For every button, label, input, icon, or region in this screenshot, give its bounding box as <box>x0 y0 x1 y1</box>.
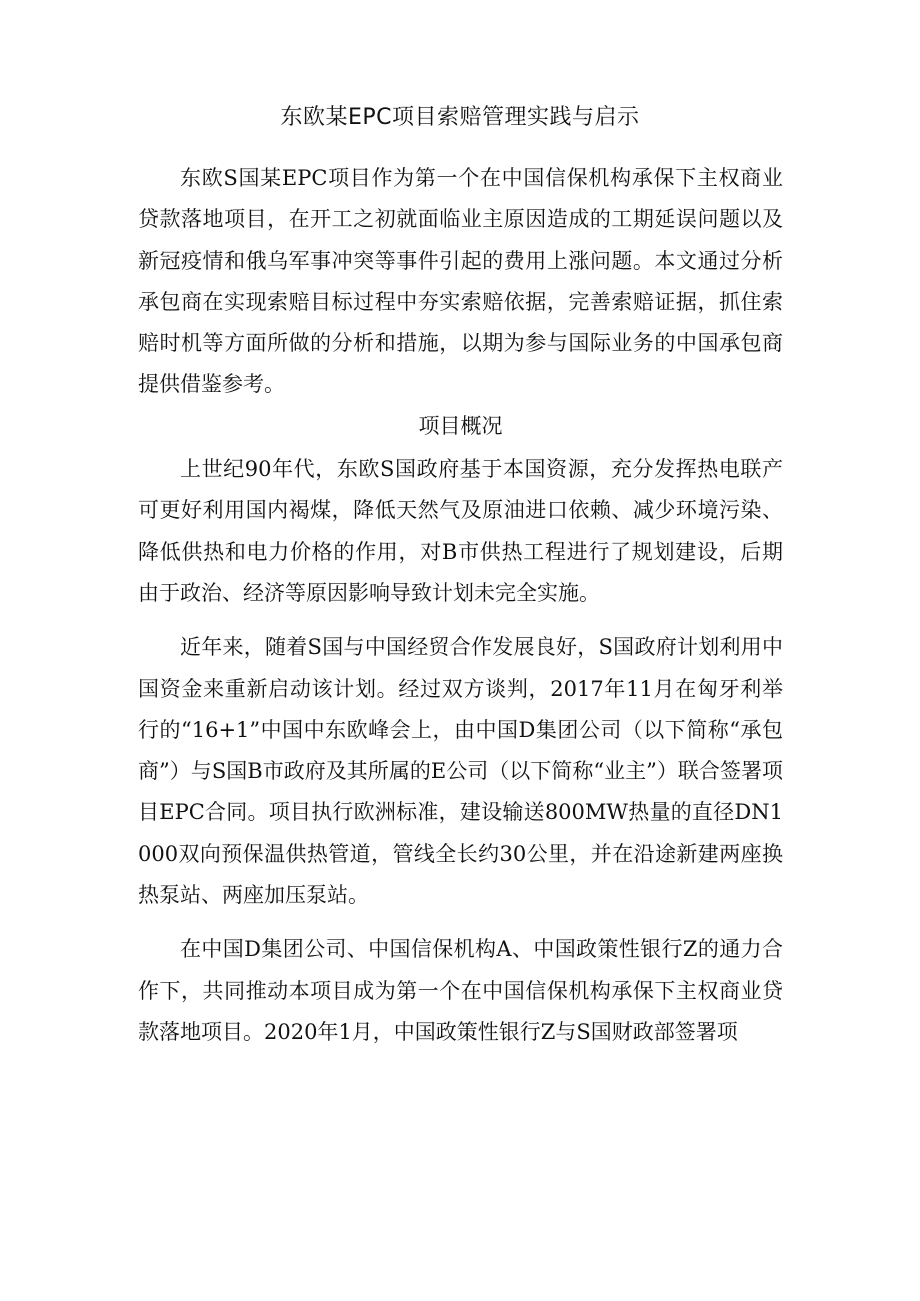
document-title <box>0 98 920 138</box>
body-paragraph-2: 近年来，随着S国与中国经贸合作发展良好，S国政府计划利用中国资金来重新启动该计划。经过双方谈判，2017年11月在匈牙利举行的“16+1”中国中东欧峰会上，由中国D集团公司（以下简称“承包商”）与S国B市政府及其所属的E公司（以下简称“业主”）联合签署项目EPC合同。项目执行欧洲标准，建设输送800MW热量的直径DN1000双向预保温供热管道，管线全长约30公里，并在沿途新建两座换热泵站、两座加压泵站。 <box>138 635 783 908</box>
abstract-paragraph: 东欧S国某EPC项目作为第一个在中国信保机构承保下主权商业贷款落地项目，在开工之初就面临业主原因造成的工期延误问题以及新冠疫情和俄乌军事冲突等事件引起的费用上涨问题。本文通过分析承包商在实现索赔目标过程中夯实索赔依据，完善索赔证据，抓住索赔时机等方面所做的分析和措施，以期为参与国际业务的中国承包商提供借鉴参考。 <box>138 166 783 397</box>
title-part-prefix: 东欧某 <box>280 105 348 130</box>
body-paragraph-3: 在中国D集团公司、中国信保机构A、中国政策性银行Z的通力合作下，共同推动本项目成为第一个在中国信保机构承保下主权商业贷款落地项目。2020年1月，中国政策性银行Z与S国财政部签署项 <box>138 937 783 1044</box>
body-paragraph-1: 上世纪90年代，东欧S国政府基于本国资源，充分发挥热电联产可更好利用国内褐煤，降低天然气及原油进口依赖、减少环境污染、降低供热和电力价格的作用，对B市供热工程进行了规划建设，后期由于政治、经济等原因影响导致计划未完全实施。 <box>138 457 783 605</box>
title-part-epc: EPC <box>347 105 393 130</box>
section-heading: 项目概况 <box>418 413 503 438</box>
title-part-suffix: 项目索赔管理实践与启示 <box>392 105 640 130</box>
document-body <box>138 158 783 1053</box>
